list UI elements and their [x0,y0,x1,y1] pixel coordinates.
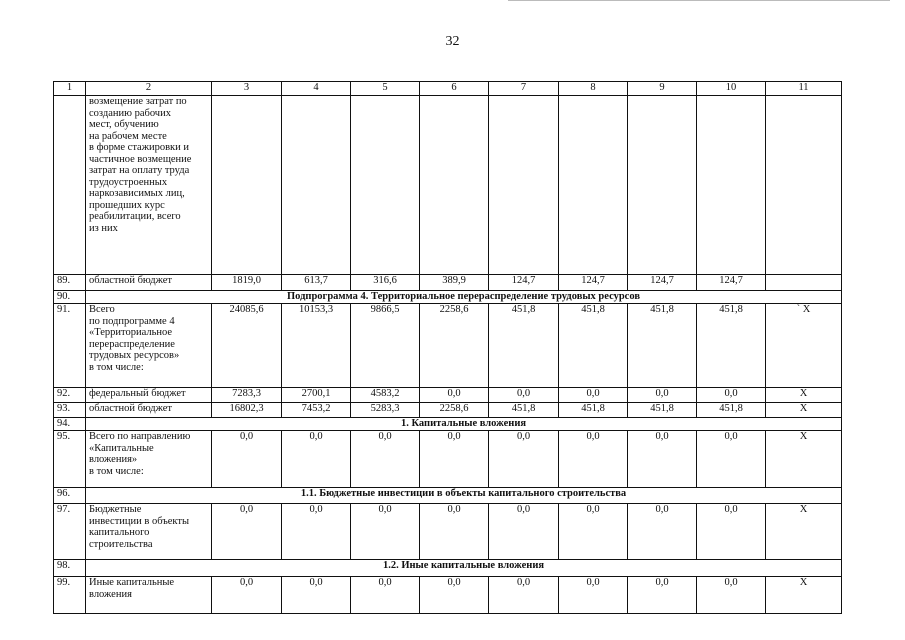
column-number: 9 [628,82,697,96]
value-cell [351,96,420,275]
value-cell: 0,0 [212,577,282,614]
value-cell: 316,6 [351,275,420,291]
value-cell: 124,7 [697,275,766,291]
mark-cell: ` Х [766,304,842,388]
row-number: 95. [54,431,86,488]
mark-cell: Х [766,431,842,488]
value-cell [212,96,282,275]
value-cell: 0,0 [559,577,628,614]
value-cell: 0,0 [282,577,351,614]
top-rule [508,0,890,1]
column-number: 7 [489,82,559,96]
row-name: областной бюджет [86,403,212,418]
mark-cell [766,96,842,275]
budget-table [53,81,842,614]
row-number: 89. [54,275,86,291]
value-cell: 0,0 [420,431,489,488]
row-name: федеральный бюджет [86,388,212,403]
value-cell: 124,7 [559,275,628,291]
value-cell: 16802,3 [212,403,282,418]
section-title: 1. Капитальные вложения [86,418,842,431]
row-number: 99. [54,577,86,614]
row-name: Иные капитальные вложения [86,577,212,614]
column-number: 5 [351,82,420,96]
section-title: 1.2. Иные капитальные вложения [86,560,842,577]
value-cell: 0,0 [628,431,697,488]
value-cell: 0,0 [559,431,628,488]
section-row [54,560,842,577]
column-number: 2 [86,82,212,96]
value-cell: 1819,0 [212,275,282,291]
table-row [54,388,842,403]
mark-cell [766,275,842,291]
row-name: Всего по подпрограмме 4 «Территориальное перераспределение трудовых ресурсов» в том числе: [86,304,212,388]
value-cell: 0,0 [697,577,766,614]
value-cell: 124,7 [628,275,697,291]
value-cell: 0,0 [559,504,628,560]
value-cell: 0,0 [697,504,766,560]
value-cell: 613,7 [282,275,351,291]
value-cell: 2258,6 [420,304,489,388]
column-number: 4 [282,82,351,96]
value-cell [282,96,351,275]
value-cell: 4583,2 [351,388,420,403]
section-row [54,291,842,304]
row-name: Всего по направлению «Капитальные вложения» в том числе: [86,431,212,488]
row-number: 96. [54,488,86,504]
mark-cell: Х [766,403,842,418]
value-cell: 389,9 [420,275,489,291]
row-name: Бюджетные инвестиции в объекты капитального строительства [86,504,212,560]
value-cell: 24085,6 [212,304,282,388]
mark-cell: Х [766,504,842,560]
value-cell [697,96,766,275]
value-cell: 451,8 [628,403,697,418]
value-cell: 0,0 [212,431,282,488]
value-cell: 10153,3 [282,304,351,388]
page-number: 32 [445,34,460,49]
section-title: Подпрограмма 4. Территориальное перераспределение трудовых ресурсов [86,291,842,304]
value-cell [489,96,559,275]
value-cell: 124,7 [489,275,559,291]
row-number: 97. [54,504,86,560]
value-cell: 5283,3 [351,403,420,418]
column-number-row [54,82,842,96]
value-cell: 2700,1 [282,388,351,403]
column-number: 8 [559,82,628,96]
value-cell: 0,0 [489,431,559,488]
section-title: 1.1. Бюджетные инвестиции в объекты капитального строительства [86,488,842,504]
value-cell: 0,0 [697,431,766,488]
value-cell: 0,0 [628,388,697,403]
value-cell: 451,8 [697,304,766,388]
value-cell [559,96,628,275]
row-number: 94. [54,418,86,431]
column-number: 11 [766,82,842,96]
value-cell: 0,0 [282,504,351,560]
value-cell: 451,8 [489,403,559,418]
value-cell: 0,0 [628,577,697,614]
row-number: 92. [54,388,86,403]
value-cell: 451,8 [697,403,766,418]
value-cell: 0,0 [420,504,489,560]
column-number: 6 [420,82,489,96]
value-cell: 0,0 [351,577,420,614]
value-cell: 9866,5 [351,304,420,388]
value-cell: 0,0 [697,388,766,403]
value-cell: 0,0 [628,504,697,560]
value-cell: 0,0 [351,431,420,488]
mark-cell: Х [766,388,842,403]
value-cell: 7283,3 [212,388,282,403]
value-cell: 0,0 [420,388,489,403]
table-row [54,275,842,291]
row-name: областной бюджет [86,275,212,291]
column-number: 10 [697,82,766,96]
row-number: 98. [54,560,86,577]
value-cell: 2258,6 [420,403,489,418]
table-row [54,504,842,560]
mark-cell: Х [766,577,842,614]
value-cell: 0,0 [420,577,489,614]
value-cell: 0,0 [212,504,282,560]
section-row [54,488,842,504]
row-number: 93. [54,403,86,418]
value-cell: 0,0 [489,388,559,403]
value-cell: 451,8 [628,304,697,388]
value-cell: 451,8 [559,304,628,388]
value-cell: 0,0 [282,431,351,488]
value-cell: 7453,2 [282,403,351,418]
value-cell: 0,0 [489,504,559,560]
column-number: 1 [54,82,86,96]
value-cell: 0,0 [489,577,559,614]
value-cell: 451,8 [559,403,628,418]
row-number: 91. [54,304,86,388]
value-cell [628,96,697,275]
table-row [54,304,842,388]
row-name: возмещение затрат по созданию рабочих мест, обучению на рабочем месте в форме стажировки и частичное возмещение затрат на оплату труда трудоустроенных наркозависимых лиц, прошедших курс реабилитации, всего из них [86,96,212,275]
value-cell: 0,0 [351,504,420,560]
value-cell: 0,0 [559,388,628,403]
table-row [54,403,842,418]
value-cell [420,96,489,275]
table-row [54,577,842,614]
table-row [54,431,842,488]
value-cell: 451,8 [489,304,559,388]
table-row [54,96,842,275]
row-number [54,96,86,275]
section-row [54,418,842,431]
row-number: 90. [54,291,86,304]
column-number: 3 [212,82,282,96]
